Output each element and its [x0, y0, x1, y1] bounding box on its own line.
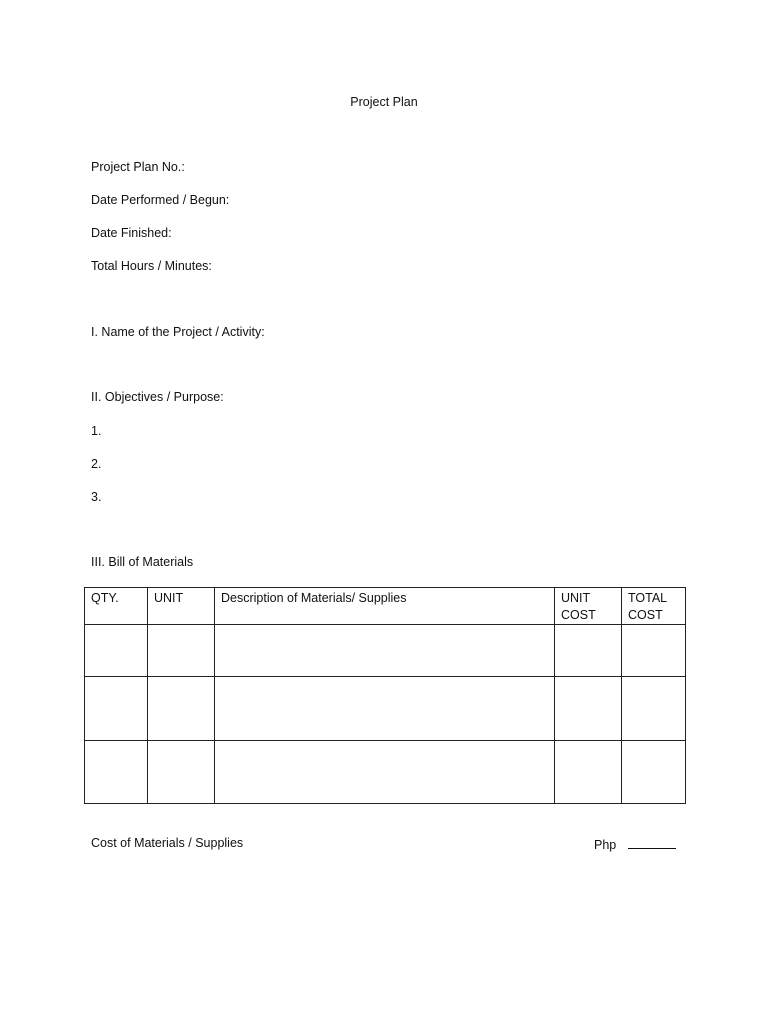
total-hours-label: Total Hours / Minutes: [91, 259, 212, 273]
unit-cost-cell[interactable] [555, 677, 622, 741]
table-header-row [85, 588, 686, 625]
table-row [85, 625, 686, 677]
date-begun-label: Date Performed / Begun: [91, 193, 230, 207]
total-cost-cell[interactable] [622, 625, 686, 677]
unit-cost-cell[interactable] [555, 625, 622, 677]
objective-item-1: 1. [91, 424, 102, 438]
objective-item-3: 3. [91, 490, 102, 504]
bill-of-materials-heading: III. Bill of Materials [91, 555, 194, 569]
bill-of-materials-table [84, 587, 686, 804]
objectives-heading: II. Objectives / Purpose: [91, 390, 224, 404]
php-total [594, 836, 676, 852]
description-cell[interactable] [215, 741, 555, 804]
total-cost-column-header [622, 588, 686, 625]
page-title: Project Plan [350, 95, 418, 109]
project-plan-no-label: Project Plan No.: [91, 160, 185, 174]
project-name-heading: I. Name of the Project / Activity: [91, 325, 265, 339]
qty-header-text: QTY. [91, 591, 119, 605]
unit-column-header [148, 588, 215, 625]
unit-cell[interactable] [148, 741, 215, 804]
php-amount-blank[interactable] [628, 836, 676, 849]
unit-cost-column-header [555, 588, 622, 625]
description-header-text: Description of Materials/ Supplies [221, 591, 407, 605]
unit-cost-cell[interactable] [555, 741, 622, 804]
description-cell[interactable] [215, 677, 555, 741]
objective-item-2: 2. [91, 457, 102, 471]
total-cost-header-text: TOTAL COST [628, 591, 668, 622]
date-finished-label: Date Finished: [91, 226, 172, 240]
unit-cell[interactable] [148, 677, 215, 741]
total-cost-cell[interactable] [622, 677, 686, 741]
unit-cell[interactable] [148, 625, 215, 677]
total-cost-cell[interactable] [622, 741, 686, 804]
php-label: Php [594, 838, 617, 852]
qty-cell[interactable] [85, 677, 148, 741]
description-column-header [215, 588, 555, 625]
unit-header-text: UNIT [154, 591, 184, 605]
cost-of-materials-label: Cost of Materials / Supplies [91, 836, 244, 850]
description-cell[interactable] [215, 625, 555, 677]
table-row [85, 741, 686, 804]
qty-cell[interactable] [85, 625, 148, 677]
qty-cell[interactable] [85, 741, 148, 804]
qty-column-header [85, 588, 148, 625]
unit-cost-header-text: UNIT COST [561, 591, 596, 622]
table-row [85, 677, 686, 741]
